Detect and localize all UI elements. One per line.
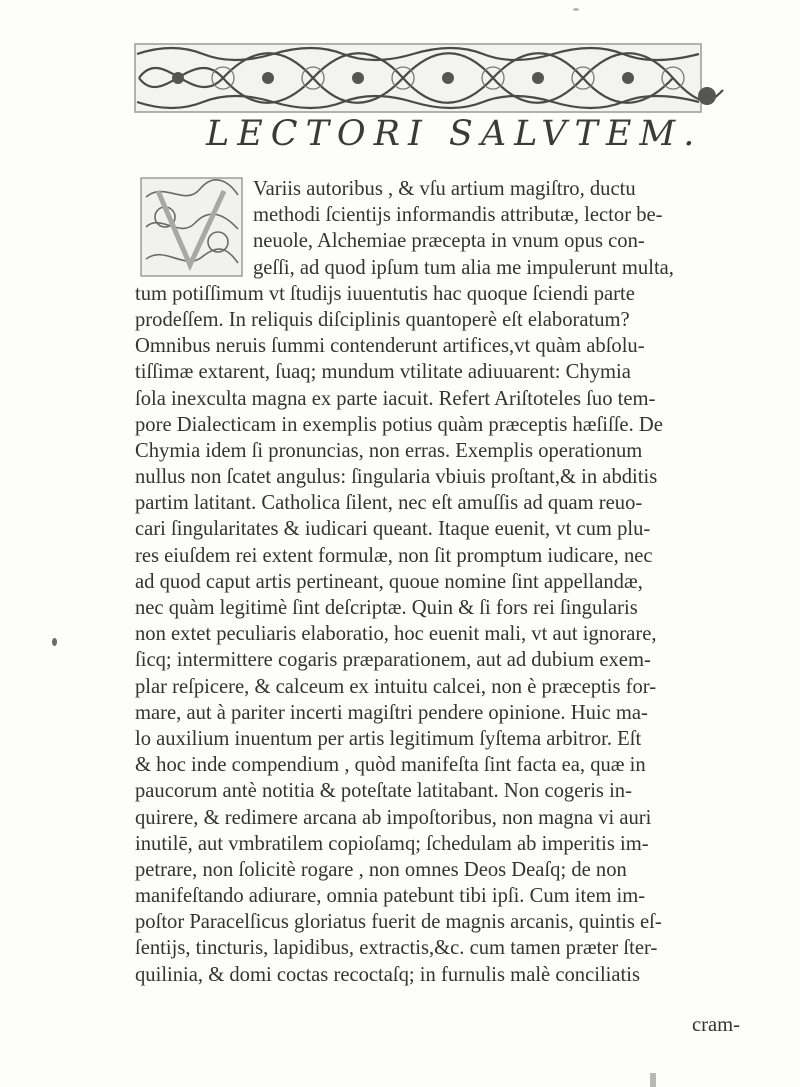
text-line: poſtor Paracelſicus gloriatus fuerit de magnis arcanis, quintis eſ- bbox=[135, 911, 662, 934]
text-line: neuole, Alchemiae præcepta in vnum opus con- bbox=[253, 230, 645, 253]
text-line: geſſi, ad quod ipſum tum alia me impulerunt multa, bbox=[253, 256, 674, 279]
text-line: prodeſſem. In reliquis diſciplinis quantoperè eſt elaboratum? bbox=[135, 308, 630, 331]
text-line: inutilē, aut vmbratilem copioſamq; ſchedulam ab imperitis im- bbox=[135, 832, 649, 855]
text-line: cari ſingularitates & iudicari queant. Itaque euenit, vt cum plu- bbox=[135, 518, 651, 541]
text-line: partim latitant. Catholica ſilent, nec eſt amuſſis ad quam reuo- bbox=[135, 492, 643, 515]
text-line: pore Dialecticam in exemplis potius quàm præceptis hæſiſſe. De bbox=[135, 413, 663, 436]
text-line: mare, aut à pariter incerti magiſtri pendere opinione. Huic ma- bbox=[135, 701, 648, 724]
text-line: quilinia, & domi coctas recoctaſq; in furnulis malè conciliatis bbox=[135, 963, 640, 986]
text-line: quirere, & redimere arcana ab impoſtoribus, non magna vi auri bbox=[135, 806, 652, 829]
text-line: tiſſimæ extarent, ſuaq; mundum vtilitate adiuuarent: Chymia bbox=[135, 361, 631, 384]
body-text bbox=[135, 176, 765, 988]
text-line: nec quàm legitimè ſint deſcriptæ. Quin & ſi fors rei ſingularis bbox=[135, 597, 638, 619]
text-line: non extet peculiaris elaboratio, hoc euenit mali, vt aut ignorare, bbox=[135, 623, 657, 646]
text-line: paucorum antè notitia & poteſtate latitabant. Non cogeris in- bbox=[135, 780, 632, 803]
ink-mark bbox=[650, 1073, 656, 1087]
catchword: cram- bbox=[692, 1014, 741, 1036]
text-line: tum potiſſimum vt ſtudijs iuuentutis hac quoque ſciendi parte bbox=[135, 282, 635, 305]
text-line: ſicq; intermittere cogaris præparationem, aut ad dubium exem- bbox=[135, 649, 651, 672]
text-line: Chymia idem ſi pronuncias, non erras. Exemplis operationum bbox=[135, 439, 643, 462]
text-line: methodi ſcientijs informandis attributæ, lector be- bbox=[253, 204, 663, 227]
text-line: res eiuſdem rei extent formulæ, non ſit promptum iudicare, nec bbox=[135, 544, 653, 567]
ink-speck bbox=[52, 638, 57, 646]
text-line: Variis autoribus , & vſu artium magiſtro, ductu bbox=[253, 178, 636, 200]
text-line: Omnibus neruis ſummi contenderunt artifices,vt quàm abſolu- bbox=[135, 335, 645, 358]
ink-speck bbox=[573, 8, 579, 11]
text-line: ſentijs, tincturis, lapidibus, extractis,&c. cum tamen præter ſter- bbox=[135, 937, 658, 960]
text-line: manifeſtando adiurare, omnia patebunt tibi ipſi. Cum item im- bbox=[135, 885, 646, 908]
text-line: & hoc inde compendium , quòd manifeſta ſint facta ea, quæ in bbox=[135, 754, 646, 777]
text-line: plar reſpicere, & calceum ex intuitu calcei, non è præceptis for- bbox=[135, 675, 657, 698]
text-line: nullus non ſcatet angulus: ſingularia vbiuis proſtant,& in abditis bbox=[135, 466, 658, 489]
text-line: ſola inexculta magna ex parte iacuit. Refert Ariſtoteles ſuo tem- bbox=[135, 387, 656, 410]
text-line: lo auxilium inuentum per artis legitimum ſyſtema arbitror. Eſt bbox=[135, 727, 642, 750]
text-line: ad quod caput artis pertineant, quoue nomine ſint appellandæ, bbox=[135, 570, 643, 593]
page-heading: LECTORI SALVTEM. bbox=[206, 114, 703, 154]
text-line: petrare, non ſolicitè rogare , non omnes Deos Deaſq; de non bbox=[135, 858, 627, 881]
headpiece-ornament bbox=[133, 40, 731, 120]
